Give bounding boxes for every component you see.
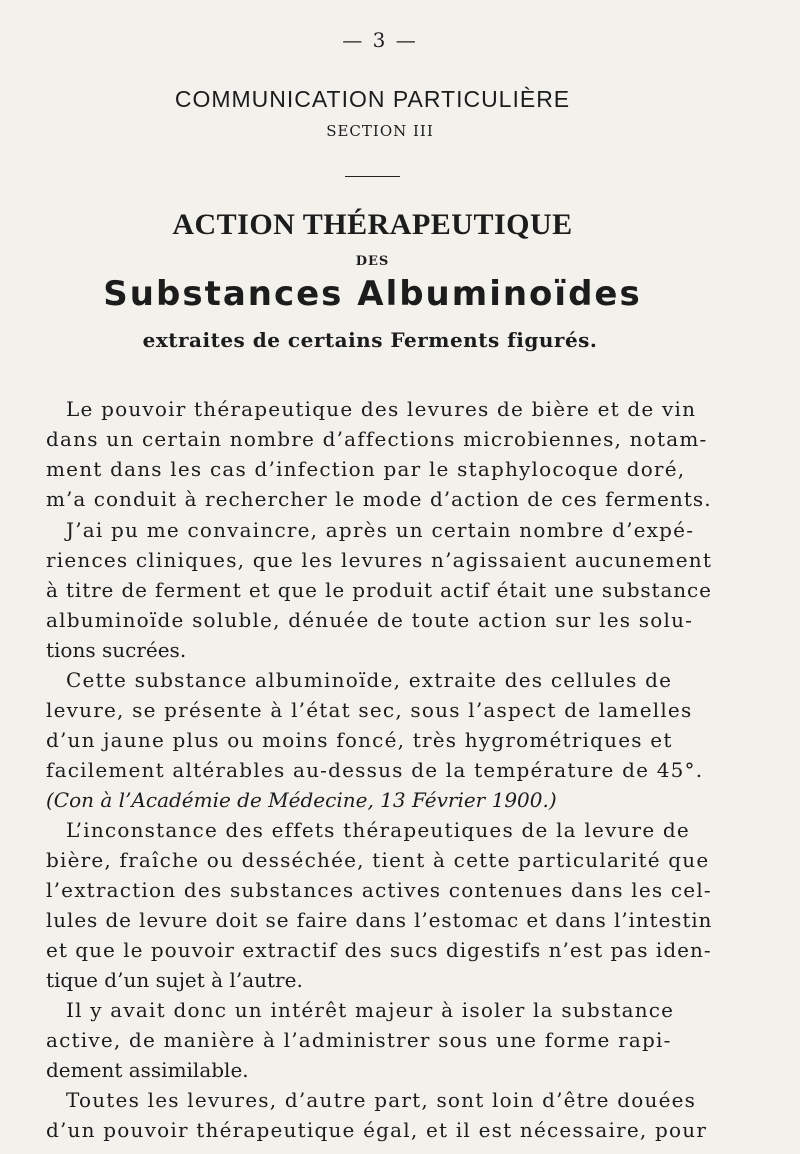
body-line: l’extraction des substances actives contenues dans les cel- <box>46 878 712 902</box>
body-line: bière, fraîche ou desséchée, tient à cette particularité que <box>46 848 710 872</box>
body-line: Il y avait donc un intérêt majeur à isoler la substance <box>66 998 675 1022</box>
body-line: levure, se présente à l’état sec, sous l’aspect de lamelles <box>46 698 693 722</box>
title-rule <box>345 176 400 177</box>
title-connector: DES <box>355 254 390 269</box>
body-line: à titre de ferment et que le produit actif était une substance <box>46 578 712 602</box>
body-line: dement assimilable. <box>46 1058 249 1082</box>
body-line: Cette substance albuminoïde, extraite des cellules de <box>66 668 673 692</box>
body-line: m’a conduit à rechercher le mode d’action de ces ferments. <box>46 487 712 511</box>
body-line: active, de manière à l’administrer sous une forme rapi- <box>46 1028 672 1052</box>
page-subtitle: extraites de certains Ferments figurés. <box>142 328 598 352</box>
body-line: L’inconstance des effets thérapeutiques de la levure de <box>66 818 690 842</box>
body-line: tions sucrées. <box>46 638 187 662</box>
body-line: dans un certain nombre d’affections microbiennes, notam- <box>46 427 708 451</box>
page-number: — 3 — <box>342 28 418 52</box>
decorative-title: Substances Albuminoïdes <box>103 274 642 314</box>
body-line: et que le pouvoir extractif des sucs digestifs n’est pas iden- <box>46 938 712 962</box>
body-line: Toutes les levures, d’autre part, sont loin d’être douées <box>66 1088 697 1112</box>
body-line: d’un pouvoir thérapeutique égal, et il est nécessaire, pour <box>46 1118 708 1142</box>
body-line: J’ai pu me convaincre, après un certain nombre d’expé- <box>66 518 695 542</box>
body-line: ment dans les cas d’infection par le staphylocoque doré, <box>46 457 686 481</box>
body-line: riences cliniques, que les levures n’agissaient aucunement <box>46 548 713 572</box>
body-line: tique d’un sujet à l’autre. <box>46 968 303 992</box>
section-label: SECTION III <box>326 122 434 140</box>
communication-heading: COMMUNICATION PARTICULIÈRE <box>174 86 571 112</box>
body-line: lules de levure doit se faire dans l’estomac et dans l’intestin <box>46 908 713 932</box>
body-line: facilement altérables au-dessus de la température de 45°. <box>46 758 704 782</box>
body-line: d’un jaune plus ou moins foncé, très hygrométriques et <box>46 728 673 752</box>
body-line: Le pouvoir thérapeutique des levures de bière et de vin <box>66 397 697 421</box>
citation-line: (Con à l’Académie de Médecine, 13 Février 1900.) <box>46 788 557 812</box>
page-title: ACTION THÉRAPEUTIQUE <box>172 208 573 241</box>
body-line: albuminoïde soluble, dénuée de toute action sur les solu- <box>46 608 694 632</box>
